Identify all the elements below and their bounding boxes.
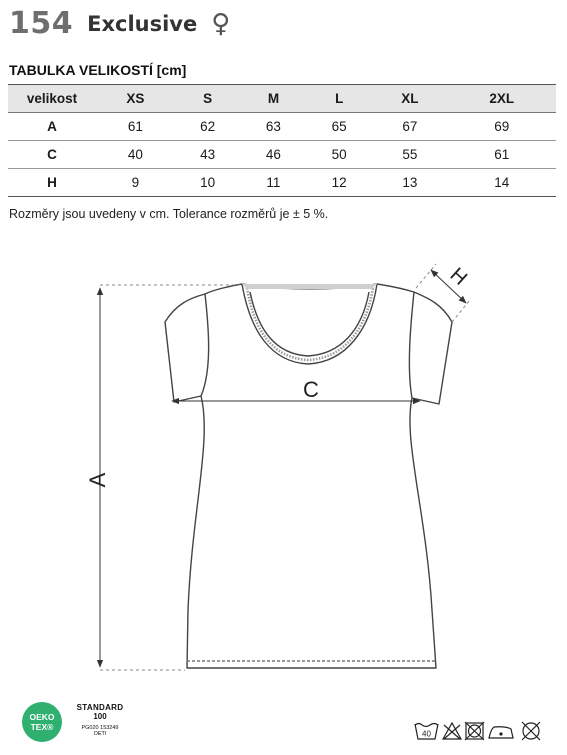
row-label: H [8,169,96,197]
oeko-standard: STANDARD [76,703,124,712]
table-cell: 11 [241,169,307,197]
table-cell: 14 [448,169,556,197]
table-cell: 69 [448,113,556,141]
row-label: C [8,141,96,169]
table-cell: 50 [306,141,372,169]
no-bleach-icon [443,723,461,739]
table-cell: 55 [372,141,448,169]
oeko-institute: OETI [93,731,107,737]
table-cell: 62 [175,113,241,141]
right-sleeve-seam [409,292,414,398]
column-header: XL [372,85,448,113]
table-cell: 43 [175,141,241,169]
table-cell: 46 [241,141,307,169]
column-header: XS [96,85,175,113]
dimension-a-label: A [85,472,110,488]
table-cell: 61 [96,113,175,141]
oeko-cert-number: PG020 153249 [81,725,119,731]
table-cell: 13 [372,169,448,197]
column-header: velikost [8,85,96,113]
product-number: 154 [9,6,74,41]
iron-low-icon [489,727,513,738]
svg-text:40: 40 [422,729,431,739]
no-tumble-dry-icon [465,722,484,740]
tolerance-note: Rozměry jsou uvedeny v cm. Tolerance rozměrů je ± 5 %. [9,207,329,221]
column-header: M [241,85,307,113]
care-symbols [414,719,546,743]
oeko-tex-text [70,703,130,737]
table-cell: 67 [372,113,448,141]
left-sleeve-seam [201,294,209,396]
table-cell: 9 [96,169,175,197]
table-cell: 63 [241,113,307,141]
column-header: S [175,85,241,113]
product-name: Exclusive [87,11,198,36]
table-cell: 65 [306,113,372,141]
oeko-tex-badge [22,702,62,742]
wash-40-icon [415,724,438,740]
dimension-c-label: C [303,377,319,402]
oeko-badge-line2: TEX® [30,722,54,732]
column-header: 2XL [448,85,556,113]
column-header: L [306,85,372,113]
neckline-outer [242,284,377,364]
dimension-h-label: H [445,263,472,290]
female-symbol-icon: ♀ [211,8,231,39]
table-cell: 61 [448,141,556,169]
table-cell: 40 [96,141,175,169]
no-dry-clean-icon [522,722,540,740]
oeko-badge-line1: OEKO [29,712,55,722]
oeko-standard-number: 100 [93,712,107,721]
table-cell: 10 [175,169,241,197]
row-label: A [8,113,96,141]
size-table-title: TABULKA VELIKOSTÍ [cm] [9,62,187,78]
table-cell: 12 [306,169,372,197]
